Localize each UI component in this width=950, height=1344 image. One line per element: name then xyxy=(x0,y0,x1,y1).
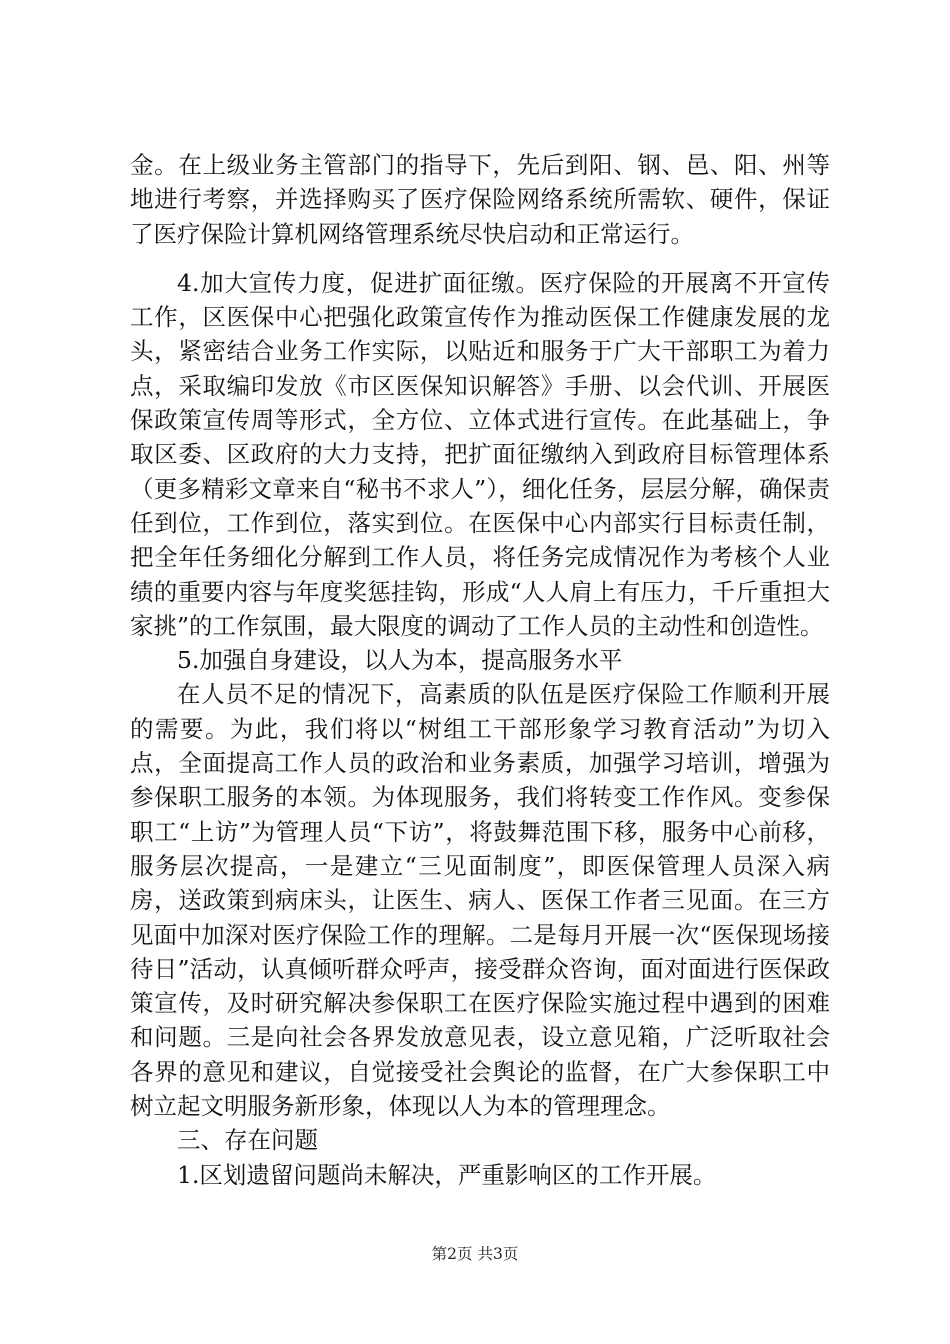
paragraph-item-4: 4.加大宣传力度，促进扩面征缴。医疗保险的开展离不开宣传工作，区医保中心把强化政策宣传作为推动医保工作健康发展的龙头，紧密结合业务工作实际，以贴近和服务于广大干部职工为着力点，采取编印发放《市区医保知识解答》手册、以会代训、开展医保政策宣传周等形式，全方位、立体式进行宣传。在此基础上，争取区委、区政府的大力支持，把扩面征缴纳入到政府目标管理体系（更多精彩文章来自“秘书不求人”），细化任务，层层分解，确保责任到位，工作到位，落实到位。在医保中心内部实行目标责任制，把全年任务细化分解到工作人员，将任务完成情况作为考核个人业绩的重要内容与年度奖惩挂钩，形成“人人肩上有压力，千斤重担大家挑”的工作氛围，最大限度的调动了工作人员的主动性和创造性。 xyxy=(130,268,830,640)
document-body xyxy=(130,148,830,1192)
page-number-footer: 第2页 共3页 xyxy=(431,1245,519,1263)
paragraph-item-5-heading: 5.加强自身建设，以人为本，提高服务水平 xyxy=(177,646,623,675)
paragraph-continuation: 金。在上级业务主管部门的指导下，先后到阳、钢、邑、阳、州等地进行考察，并选择购买了医疗保险网络系统所需软、硬件，保证了医疗保险计算机网络管理系统尽快启动和正常运行。 xyxy=(130,151,830,248)
paragraph-problem-1: 1.区划遗留问题尚未解决，严重影响区的工作开展。 xyxy=(177,1160,717,1189)
paragraph-service-improvement: 在人员不足的情况下，高素质的队伍是医疗保险工作顺利开展的需要。为此，我们将以“树组工干部形象学习教育活动”为切入点，全面提高工作人员的政治和业务素质，加强学习培训，增强为参保职工服务的本领。为体现服务，我们将转变工作作风。变参保职工“上访”为管理人员“下访”，将鼓舞范围下移，服务中心前移，服务层次提高，一是建立“三见面制度”，即医保管理人员深入病房，送政策到病床头，让医生、病人、医保工作者三见面。在三方见面中加深对医疗保险工作的理解。二是每月开展一次“医保现场接待日”活动，认真倾听群众呼声，接受群众咨询，面对面进行医保政策宣传，及时研究解决参保职工在医疗保险实施过程中遇到的困难和问题。三是向社会各界发放意见表，设立意见箱，广泛听取社会各界的意见和建议，自觉接受社会舆论的监督，在广大参保职工中树立起文明服务新形象，体现以人为本的管理理念。 xyxy=(130,680,830,1121)
section-heading-existing-problems: 三、存在问题 xyxy=(177,1126,318,1155)
